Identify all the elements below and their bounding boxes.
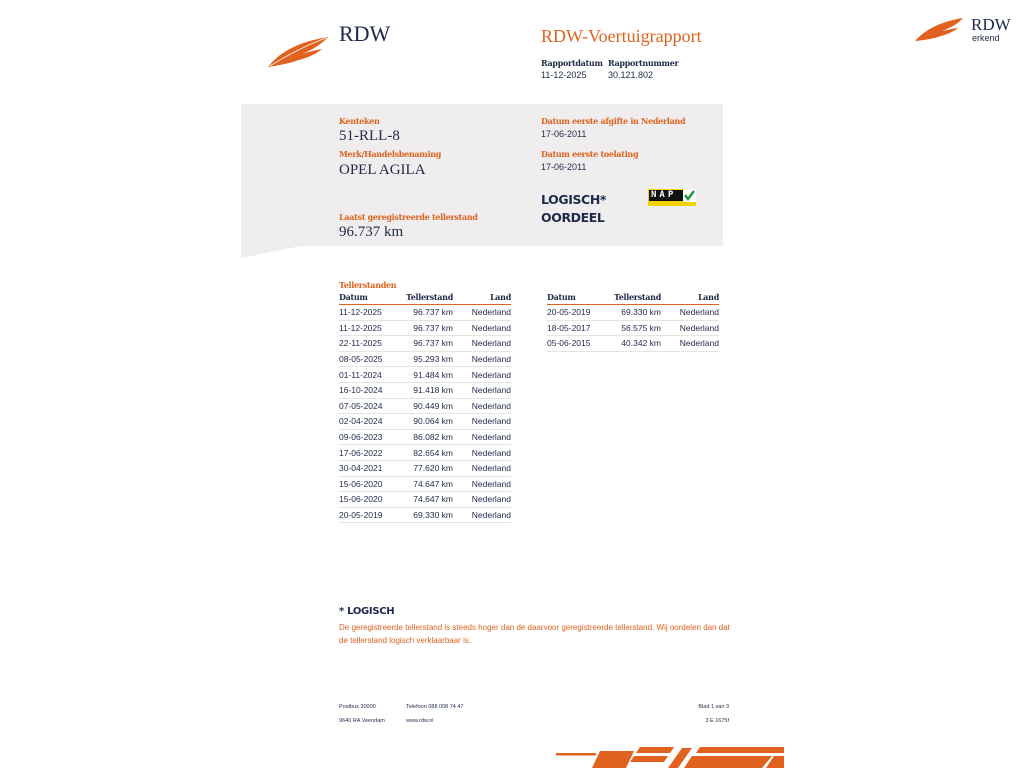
row-odometer: 96.737 km — [401, 305, 453, 321]
row-date: 20-05-2019 — [547, 305, 609, 321]
table-row — [339, 460, 511, 476]
plate-value: 51-RLL-8 — [339, 128, 400, 144]
row-odometer: 74.647 km — [401, 476, 453, 492]
row-odometer: 90.449 km — [401, 398, 453, 414]
odometer-label: Laatst geregistreerde tellerstand — [339, 212, 478, 222]
brand-name: RDW — [339, 21, 391, 46]
row-date: 09-06-2023 — [339, 429, 401, 445]
row-date: 01-11-2024 — [339, 367, 401, 383]
row-country: Nederland — [453, 414, 511, 430]
row-country: Nederland — [453, 429, 511, 445]
row-country: Nederland — [453, 460, 511, 476]
table-row — [339, 367, 511, 383]
panel-notch — [241, 246, 301, 258]
footer-website: www.rdw.nl — [406, 718, 434, 724]
row-date: 22-11-2025 — [339, 336, 401, 352]
row-odometer: 82.654 km — [401, 445, 453, 461]
table-row — [339, 320, 511, 336]
note-title: * LOGISCH — [339, 606, 395, 617]
col-country: Land — [453, 292, 511, 305]
footer-code: 3 E 1675f — [705, 718, 729, 724]
row-date: 05-06-2015 — [547, 336, 609, 352]
row-country: Nederland — [453, 398, 511, 414]
first-admission-value: 17-06-2011 — [541, 162, 587, 172]
row-country: Nederland — [661, 320, 719, 336]
table-row — [339, 382, 511, 398]
row-date: 02-04-2024 — [339, 414, 401, 430]
row-date: 07-05-2024 — [339, 398, 401, 414]
first-registration-nl-value: 17-06-2011 — [541, 129, 587, 139]
table-row — [547, 305, 719, 321]
make-label: Merk/Handelsbenaming — [339, 149, 442, 159]
checkmark-icon — [683, 189, 696, 202]
row-odometer: 91.484 km — [401, 367, 453, 383]
row-date: 11-12-2025 — [339, 320, 401, 336]
row-country: Nederland — [453, 367, 511, 383]
col-date: Datum — [547, 292, 609, 305]
row-country: Nederland — [453, 320, 511, 336]
nap-badge-text: NAP — [649, 190, 685, 201]
erkend-label: erkend — [972, 33, 1000, 43]
verdict-line-2: OORDEEL — [541, 210, 605, 225]
odometer-value: 96.737 km — [339, 224, 404, 240]
verdict-line-1: LOGISCH* — [541, 192, 607, 207]
row-country: Nederland — [453, 305, 511, 321]
row-country: Nederland — [453, 492, 511, 508]
row-odometer: 95.293 km — [401, 351, 453, 367]
row-date: 15-06-2020 — [339, 492, 401, 508]
footer-page: Blad 1 van 3 — [698, 704, 729, 710]
table-row — [339, 429, 511, 445]
table-row — [339, 398, 511, 414]
make-value: OPEL AGILA — [339, 162, 426, 178]
row-odometer: 96.737 km — [401, 320, 453, 336]
col-odometer: Tellerstand — [609, 292, 661, 305]
table-row — [547, 336, 719, 352]
footer-address-2: 9640 RA Veendam — [339, 718, 385, 724]
odometer-table-right — [547, 292, 719, 352]
table-row — [547, 320, 719, 336]
row-date: 11-12-2025 — [339, 305, 401, 321]
col-date: Datum — [339, 292, 401, 305]
first-registration-nl-label: Datum eerste afgifte in Nederland — [541, 116, 686, 126]
row-odometer: 56.575 km — [609, 320, 661, 336]
decorative-stripes — [552, 745, 784, 768]
row-country: Nederland — [453, 336, 511, 352]
table-row — [339, 336, 511, 352]
plate-label: Kenteken — [339, 116, 380, 126]
table-row — [339, 445, 511, 461]
row-country: Nederland — [661, 336, 719, 352]
rdw-erkend-feather-icon — [914, 16, 964, 42]
row-country: Nederland — [453, 351, 511, 367]
row-country: Nederland — [453, 507, 511, 523]
row-odometer: 86.082 km — [401, 429, 453, 445]
table-row — [339, 507, 511, 523]
table-row — [339, 476, 511, 492]
col-country: Land — [661, 292, 719, 305]
row-date: 20-05-2019 — [339, 507, 401, 523]
odometer-table-left — [339, 292, 511, 523]
row-odometer: 74.647 km — [401, 492, 453, 508]
row-date: 16-10-2024 — [339, 382, 401, 398]
row-country: Nederland — [453, 476, 511, 492]
footer-phone: Telefoon 088 008 74 47 — [406, 704, 464, 710]
row-date: 08-05-2025 — [339, 351, 401, 367]
row-odometer: 90.064 km — [401, 414, 453, 430]
row-date: 18-05-2017 — [547, 320, 609, 336]
footer-address-1: Postbus 30000 — [339, 704, 376, 710]
row-date: 30-04-2021 — [339, 460, 401, 476]
row-date: 17-06-2022 — [339, 445, 401, 461]
report-date: 11-12-2025 — [541, 70, 587, 80]
row-date: 15-06-2020 — [339, 476, 401, 492]
row-odometer: 91.418 km — [401, 382, 453, 398]
report-number: 30.121.802 — [608, 70, 654, 80]
report-number-label: Rapportnummer — [608, 58, 679, 68]
row-country: Nederland — [453, 382, 511, 398]
table-row — [339, 305, 511, 321]
table-row — [339, 414, 511, 430]
counts-section-label: Tellerstanden — [339, 280, 397, 290]
note-text: De geregistreerde tellerstand is steeds hoger dan de daarvoor geregistreerde tellerstand. Wij oordelen dan dat de tellerstand logisch verklaarbaar is. — [339, 623, 730, 645]
row-odometer: 69.330 km — [401, 507, 453, 523]
first-admission-label: Datum eerste toelating — [541, 149, 639, 159]
col-odometer: Tellerstand — [401, 292, 453, 305]
row-odometer: 96.737 km — [401, 336, 453, 352]
verdict — [541, 191, 606, 227]
row-country: Nederland — [453, 445, 511, 461]
report-title: RDW-Voertuigrapport — [541, 26, 702, 46]
rdw-feather-logo — [266, 34, 330, 68]
nap-badge — [648, 189, 696, 208]
row-country: Nederland — [661, 305, 719, 321]
row-odometer: 77.620 km — [401, 460, 453, 476]
table-row — [339, 492, 511, 508]
erkend-brand: RDW — [971, 15, 1011, 34]
row-odometer: 69.330 km — [609, 305, 661, 321]
table-row — [339, 351, 511, 367]
report-date-label: Rapportdatum — [541, 58, 603, 68]
row-odometer: 40.342 km — [609, 336, 661, 352]
